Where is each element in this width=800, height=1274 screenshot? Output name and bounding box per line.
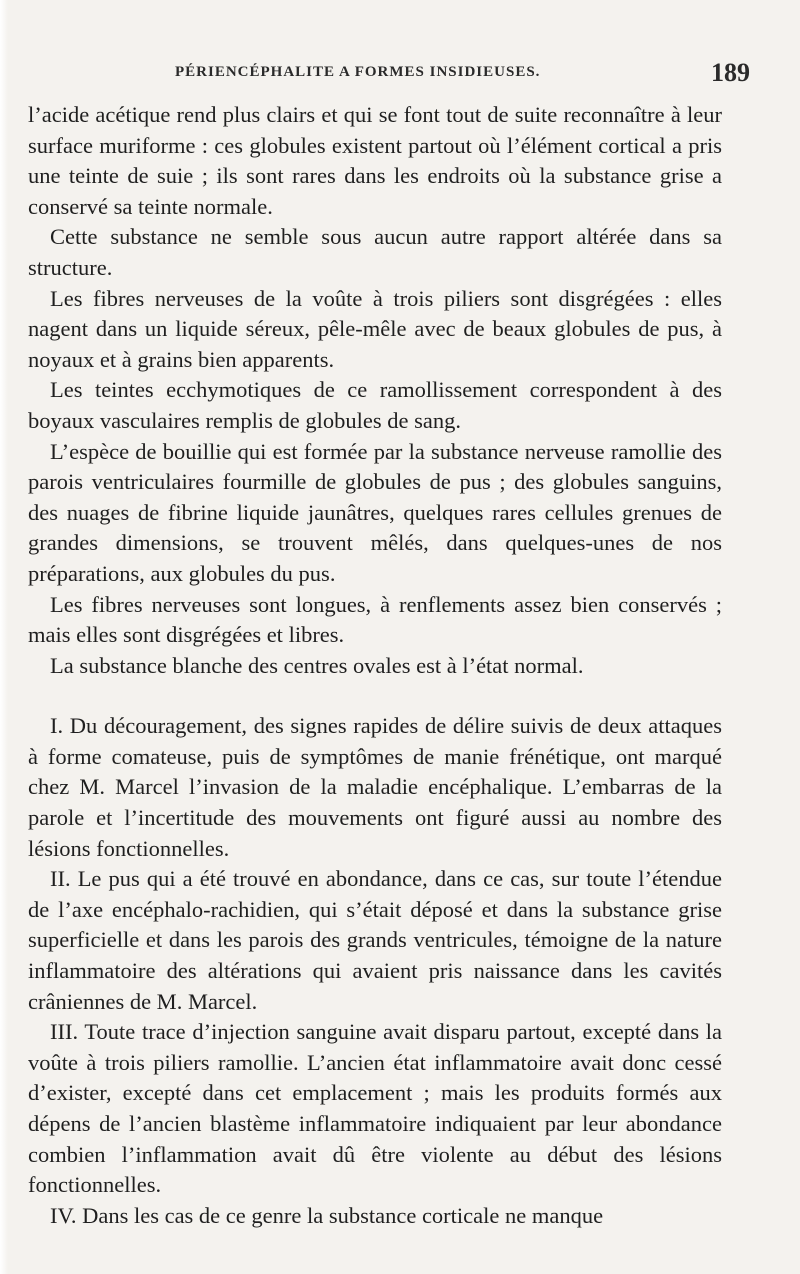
paragraph-section-ii: II. Le pus qui a été trouvé en abondance, dans ce cas, sur toute l’étendue de l’axe encéphalo-rachidien, qui s’était déposé et dans la substance grise superficielle et dans les parois des grands ventricules, témoigne de la nature inflammatoire des altérations qui avaient pris naissance dans les cavités crâniennes de M. Marcel. — [28, 866, 722, 1014]
paragraph: L’espèce de bouillie qui est formée par la substance nerveuse ramollie des parois ventriculaires fourmille de globules de pus ; des globules sanguins, des nuages de fibrine liquide jaunâtres, quelques rares cellules grenues de grandes dimensions, se trouvent mêlés, dans quelques-unes de nos préparations, aux globules du pus. — [28, 438, 722, 586]
running-title: PÉRIENCÉPHALITE A FORMES INSIDIEUSES. — [175, 64, 541, 80]
paragraph: Les teintes ecchymotiques de ce ramollissement correspondent à des boyaux vasculaires remplis de globules de sang. — [28, 377, 722, 433]
paragraph: La substance blanche des centres ovales est à l’état normal. — [50, 652, 584, 678]
page-edge — [0, 0, 8, 1274]
page-number: 189 — [711, 58, 750, 87]
paragraph: Les fibres nerveuses de la voûte à trois piliers sont disgrégées : elles nagent dans un liquide séreux, pêle-mêle avec de beaux globules de pus, à noyaux et à grains bien apparents. — [28, 285, 722, 372]
paragraph-section-iii: III. Toute trace d’injection sanguine avait disparu partout, excepté dans la voûte à trois piliers ramollie. L’ancien état inflammatoire avait donc cessé d’exister, excepté dans cet emplacement ; mais les produits formés aux dépens de l’ancien blastème inflammatoire indiquaient par leur abondance combien l’inflammation avait dû être violente au début des lésions fonctionnelles. — [28, 1019, 722, 1198]
page-header — [28, 58, 750, 90]
section-gap — [28, 681, 722, 711]
paragraph: Cette substance ne semble sous aucun autre rapport altérée dans sa structure. — [28, 224, 722, 280]
paragraph: l’acide acétique rend plus clairs et qui se font tout de suite reconnaître à leur surface muriforme : ces globules existent partout où l’élément cortical a pris une teinte de suie ; ils sont rares dans les endroits où la substance grise a conservé sa teinte normale. — [28, 102, 722, 219]
paragraph: Les fibres nerveuses sont longues, à renflements assez bien conservés ; mais elles sont disgrégées et libres. — [28, 591, 722, 648]
paragraph-section-iv: IV. Dans les cas de ce genre la substance corticale ne manque — [50, 1202, 604, 1228]
paragraph-section-i: I. Du découragement, des signes rapides de délire suivis de deux attaques à forme comateuse, puis de symptômes de manie frénétique, ont marqué chez M. Marcel l’invasion de la maladie encéphalique. L’embarras de la parole et l’incertitude des mouvements ont figuré aussi au nombre des lésions fonctionnelles. — [28, 713, 722, 861]
body-text — [28, 100, 722, 1231]
